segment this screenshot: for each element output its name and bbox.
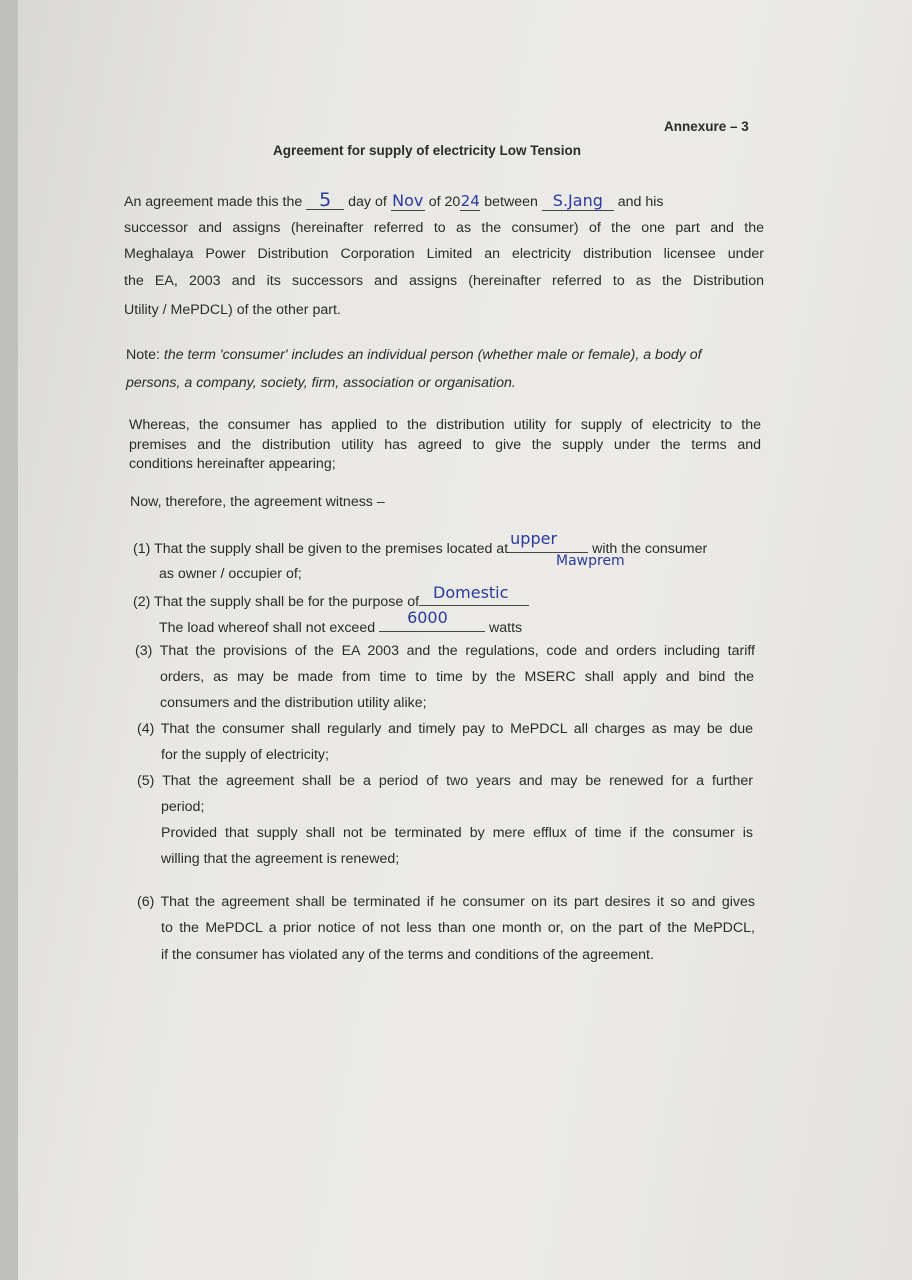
clause-5-line-3: Provided that supply shall not be terminated by mere efflux of time if the consumer is <box>161 825 753 841</box>
intro-text: An agreement made this the <box>124 194 303 210</box>
clause-3-line-2: orders, as may be made from time to time by the MSERC shall apply and bind the <box>160 669 754 685</box>
witness-line: Now, therefore, the agreement witness – <box>130 494 385 510</box>
clause-6-line-2: to the MePDCL a prior notice of not less than one month or, on the part of the MePDCL, <box>161 920 755 936</box>
filled-consumer-name: S.Jang <box>542 192 614 211</box>
filled-location-field <box>508 529 588 553</box>
filled-purpose-field <box>419 583 529 606</box>
note-label: Note: <box>126 347 160 363</box>
intro-text: of 20 <box>428 194 461 210</box>
filled-month: Nov <box>392 191 424 210</box>
intro-line-2: successor and assigns (hereinafter referred to as the consumer) of the one part and the <box>124 220 764 236</box>
clause-text: watts <box>489 620 523 636</box>
intro-line-3: Meghalaya Power Distribution Corporation Limited an electricity distribution licensee under <box>124 246 764 262</box>
intro-line-4: the EA, 2003 and its successors and assigns (hereinafter referred to as the Distribution <box>124 273 764 289</box>
note-text: the term 'consumer' includes an individual person (whether male or female), a body of <box>163 347 702 363</box>
clause-6-line-1: (6) That the agreement shall be terminated if he consumer on its part desires it so and gives <box>137 894 755 910</box>
clause-2-line-1 <box>133 583 529 615</box>
filled-purpose: Domestic <box>433 583 509 602</box>
clause-6-line-3: if the consumer has violated any of the terms and conditions of the agreement. <box>161 947 654 963</box>
filled-load: 6000 <box>407 608 448 627</box>
filled-location-1: upper <box>510 529 558 548</box>
filled-load-field <box>379 608 485 632</box>
clause-4-line-1: (4) That the consumer shall regularly and timely pay to MePDCL all charges as may be due <box>137 721 753 737</box>
intro-text: between <box>484 194 538 210</box>
clause-3-line-1: (3) That the provisions of the EA 2003 and the regulations, code and orders including tariff <box>135 643 755 659</box>
filled-location-2: Mawprem <box>556 553 625 569</box>
note-line-1 <box>126 342 702 368</box>
clause-text: (2) That the supply shall be for the purpose of <box>133 594 420 610</box>
whereas-line-1: Whereas, the consumer has applied to the distribution utility for supply of electricity to the <box>129 417 761 433</box>
clause-1-line-2: as owner / occupier of; <box>159 566 302 582</box>
note-line-2: persons, a company, society, firm, association or organisation. <box>126 375 516 391</box>
clause-text: with the consumer <box>592 541 708 557</box>
intro-line-1 <box>124 189 664 215</box>
page-title: Agreement for supply of electricity Low Tension <box>273 143 582 158</box>
clause-4-line-2: for the supply of electricity; <box>161 747 329 763</box>
filled-year: 24 <box>460 192 480 210</box>
intro-line-5: Utility / MePDCL) of the other part. <box>124 302 341 318</box>
annexure-label: Annexure – 3 <box>664 119 749 134</box>
clause-5-line-1: (5) That the agreement shall be a period of two years and may be renewed for a further <box>137 773 753 789</box>
intro-text: and his <box>617 194 664 210</box>
intro-text: day of <box>348 194 387 210</box>
whereas-line-2: premises and the distribution utility has agreed to give the supply under the terms and <box>129 437 761 453</box>
filled-day: 5 <box>306 191 344 210</box>
clause-text: (1) That the supply shall be given to the premises located at <box>133 541 509 557</box>
clause-3-line-3: consumers and the distribution utility alike; <box>160 695 427 711</box>
clause-text: The load whereof shall not exceed <box>159 620 376 636</box>
whereas-line-3: conditions hereinafter appearing; <box>129 456 336 472</box>
clause-5-line-2: period; <box>161 799 205 815</box>
clause-2-line-2 <box>159 608 523 641</box>
clause-5-line-4: willing that the agreement is renewed; <box>161 851 400 867</box>
